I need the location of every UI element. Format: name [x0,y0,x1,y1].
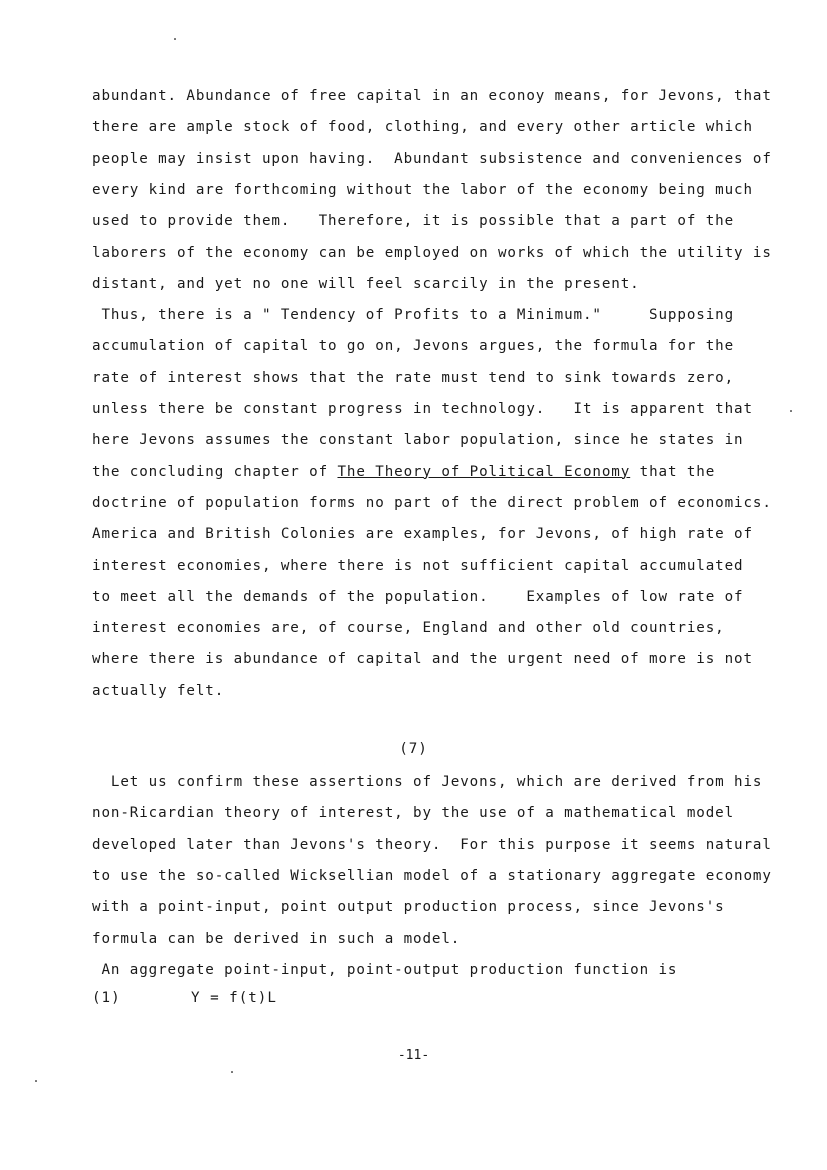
scan-speck [231,1071,233,1073]
text-line [92,773,762,791]
text-segment: Thus, there is a " Tendency of Profits to a Minimum." Supposing [92,307,735,324]
text-line [92,150,772,168]
text-line [92,118,753,136]
text-line [92,961,677,979]
scan-speck [174,38,176,40]
equation-body: Y = f(t)L [191,990,277,1006]
text-line [92,337,734,355]
text-line [92,306,734,324]
text-line [92,682,224,700]
scan-speck [35,1080,37,1082]
text-segment: distant, and yet no one will feel scarcily in the present. [92,275,640,292]
text-segment: every kind are forthcoming without the labor of the economy being much [92,181,753,198]
scan-speck [790,410,792,412]
text-line [92,588,743,606]
text-line [92,275,640,293]
text-line [92,181,753,199]
text-segment: to meet all the demands of the population. Examples of low rate of [92,588,744,605]
book-title: The Theory of Political Economy [337,463,631,480]
text-segment: used to provide them. Therefore, it is possible that a part of the [92,213,735,230]
text-line [92,898,725,916]
section-heading: (7) [399,741,428,757]
text-segment: people may insist upon having. Abundant subsistence and conveniences of [92,150,772,167]
text-segment: doctrine of population forms no part of the direct problem of economics. [92,494,772,511]
text-segment: accumulation of capital to go on, Jevons argues, the formula for the [92,338,735,355]
text-line [92,525,753,543]
text-segment: developed later than Jevons's theory. For this purpose it seems natural [92,836,772,853]
text-segment: the concluding chapter of [92,463,338,480]
text-line [92,930,460,948]
text-line [92,619,725,637]
text-segment: interest economies, where there is not sufficient capital accumulated [92,557,744,574]
text-line [92,836,772,854]
text-segment: Let us confirm these assertions of Jevons, which are derived from his [92,774,763,790]
text-segment: there are ample stock of food, clothing, and every other article which [92,119,753,136]
text-segment: rate of interest shows that the rate must tend to sink towards zero, [92,369,735,386]
text-segment: non-Ricardian theory of interest, by the use of a mathematical model [92,805,735,822]
text-segment: unless there be constant progress in technology. It is apparent that [92,401,753,417]
equation-number: (1) [92,990,121,1006]
text-line [92,431,743,449]
text-line [92,369,734,387]
text-line [92,400,753,418]
page-number: -11- [397,1048,430,1063]
text-line [92,867,772,885]
text-line [92,804,734,822]
text-line [92,212,734,230]
text-segment: abundant. Abundance of free capital in an econoy means, for Jevons, that [92,88,772,104]
text-segment: laborers of the economy can be employed on works of which the utility is [92,244,772,261]
text-segment: where there is abundance of capital and the urgent need of more is not [92,651,753,668]
text-line [92,463,715,481]
text-line [92,244,772,262]
text-segment: formula can be derived in such a model. [92,930,461,947]
text-segment: America and British Colonies are examples, for Jevons, of high rate of [92,526,753,543]
text-segment: to use the so-called Wicksellian model of a stationary aggregate economy [92,867,772,884]
text-segment: interest economies are, of course, England and other old countries, [92,620,725,637]
text-segment: with a point-input, point output production process, since Jevons's [92,899,725,916]
text-segment: here Jevons assumes the constant labor population, since he states in [92,432,744,449]
text-line [92,650,753,668]
text-line [92,494,772,512]
text-segment: that the [630,463,716,480]
text-segment: actually felt. [92,682,225,699]
text-line [92,557,743,575]
text-segment: An aggregate point-input, point-output production function is [92,961,678,978]
text-line [92,87,772,105]
